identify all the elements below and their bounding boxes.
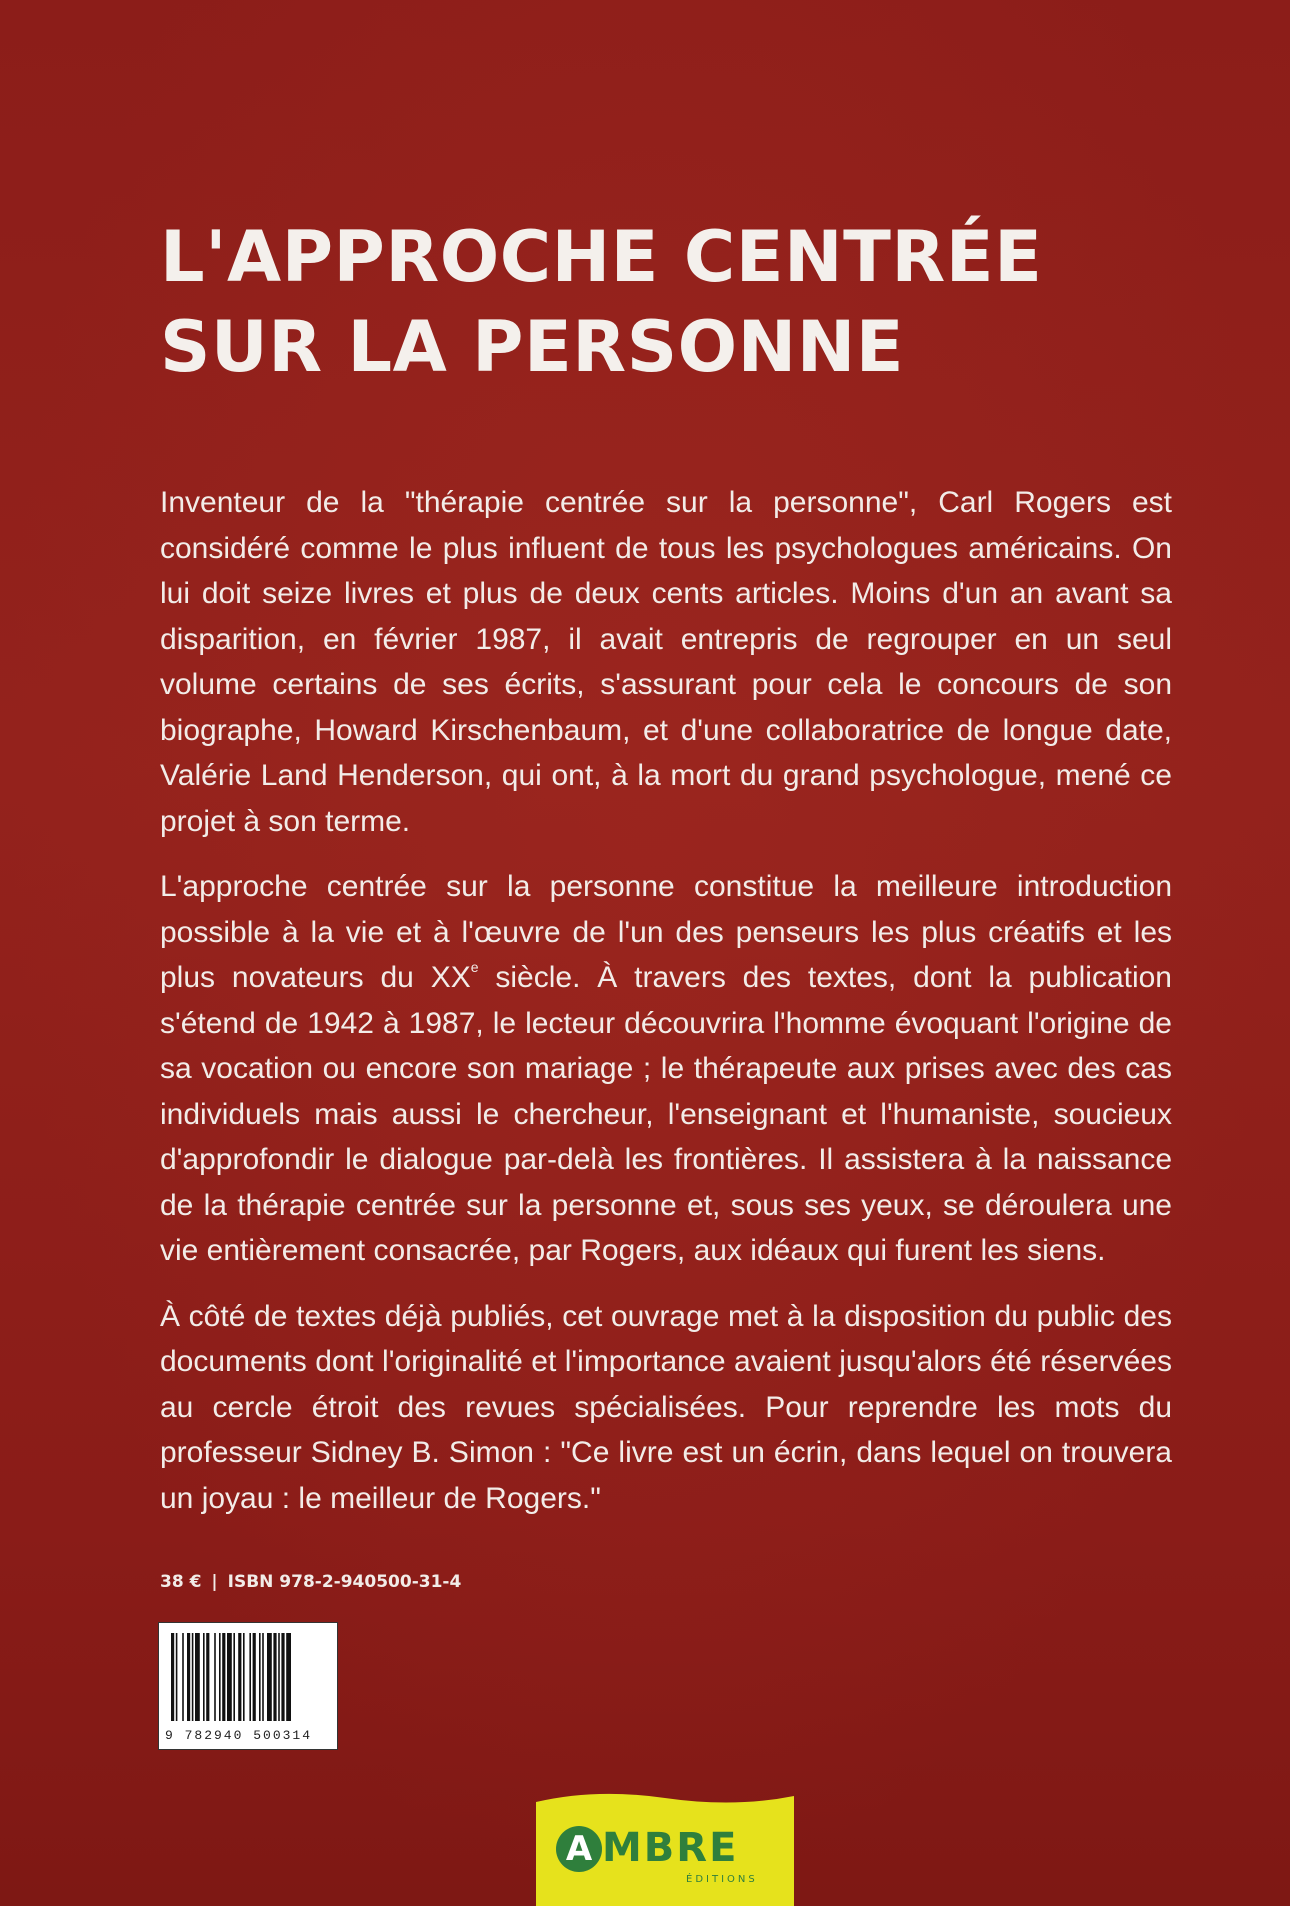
book-title-line-1: L'APPROCHE CENTRÉE: [160, 216, 1043, 298]
book-title: [160, 212, 1160, 392]
barcode-bar: [171, 1633, 174, 1721]
barcode-bar: [214, 1633, 216, 1721]
publisher-subtitle: ÉDITIONS: [686, 1874, 758, 1885]
barcode-bar: [259, 1633, 261, 1721]
barcode-bar: [233, 1633, 235, 1721]
publisher-mark-letter: A: [556, 1826, 602, 1872]
barcode-bar: [278, 1633, 280, 1721]
barcode-bar: [222, 1633, 225, 1721]
barcode-bar: [243, 1633, 245, 1721]
barcode-digits: 9 782940 500314: [165, 1728, 313, 1743]
barcode: [158, 1622, 338, 1750]
publisher-logo: [536, 1788, 794, 1906]
blurb-paragraph-2: [160, 864, 1172, 1274]
blurb-paragraph-3: À côté de textes déjà publiés, cet ouvrage met à la disposition du public des documents dont l'originalité et l'importance avaient jusqu'alors été réservées au cercle étroit des revues spécialisées. Pour reprendre les mots du professeur Sidney B. Simon : "Ce livre est un écrin, dans lequel on trouvera un joyau : le meilleur de Rogers.": [160, 1299, 1172, 1515]
book-title-line-2: SUR LA PERSONNE: [160, 306, 905, 388]
barcode-bar: [192, 1633, 194, 1721]
blurb-paragraph-2-end: siècle. À travers des textes, dont la publication s'étend de 1942 à 1987, le lecteur découvrira l'homme évoquant l'origine de sa vocation ou encore son mariage ; le thérapeute aux prises avec des cas individuels mais aussi le chercheur, l'enseignant et l'humaniste, soucieux d'approfondir le dialogue par-delà les frontières. Il assistera à la naissance de la thérapie centrée sur la personne et, sous ses yeux, se déroulera une vie entièrement consacrée, par Rogers, aux idéaux qui furent les siens.: [160, 961, 1172, 1267]
price: 38 €: [160, 1572, 202, 1592]
barcode-bar: [262, 1633, 264, 1721]
barcode-bar: [286, 1633, 291, 1721]
barcode-bar: [187, 1633, 190, 1721]
barcode-bar: [219, 1633, 221, 1721]
barcode-bar: [203, 1633, 205, 1721]
price-isbn-line: [160, 1572, 461, 1592]
blurb-paragraph-2-start: L'approche centrée sur la personne constitue la meilleure introduction possible à la vie et à l'œuvre de l'un des penseurs les plus créatifs et les plus novateurs du XX: [160, 870, 1172, 994]
barcode-bar: [195, 1633, 200, 1721]
barcode-bar: [227, 1633, 232, 1721]
barcode-bar: [206, 1633, 209, 1721]
barcode-bar: [176, 1633, 178, 1721]
barcode-bar: [238, 1633, 241, 1721]
isbn: ISBN 978-2-940500-31-4: [227, 1572, 462, 1592]
price-isbn-separator: |: [211, 1572, 218, 1592]
century-superscript: e: [470, 959, 479, 975]
blurb: [160, 480, 1172, 1541]
barcode-bar: [182, 1633, 184, 1721]
barcode-bar: [267, 1633, 272, 1721]
publisher-name: MBRE: [602, 1825, 739, 1871]
barcode-bar: [253, 1633, 256, 1721]
barcode-bar: [249, 1633, 251, 1721]
barcode-bar: [273, 1633, 276, 1721]
blurb-paragraph-1: Inventeur de la "thérapie centrée sur la personne", Carl Rogers est considéré comme le plus influent de tous les psychologues américains. On lui doit seize livres et plus de deux cents articles. Moins d'un an avant sa disparition, en février 1987, il avait entrepris de regrouper en un seul volume certains de ses écrits, s'assurant pour cela le concours de son biographe, Howard Kirschenbaum, et d'une collaboratrice de longue date, Valérie Land Henderson, qui ont, à la mort du grand psychologue, mené ce projet à son terme.: [160, 486, 1172, 838]
barcode-bar: [281, 1633, 284, 1721]
